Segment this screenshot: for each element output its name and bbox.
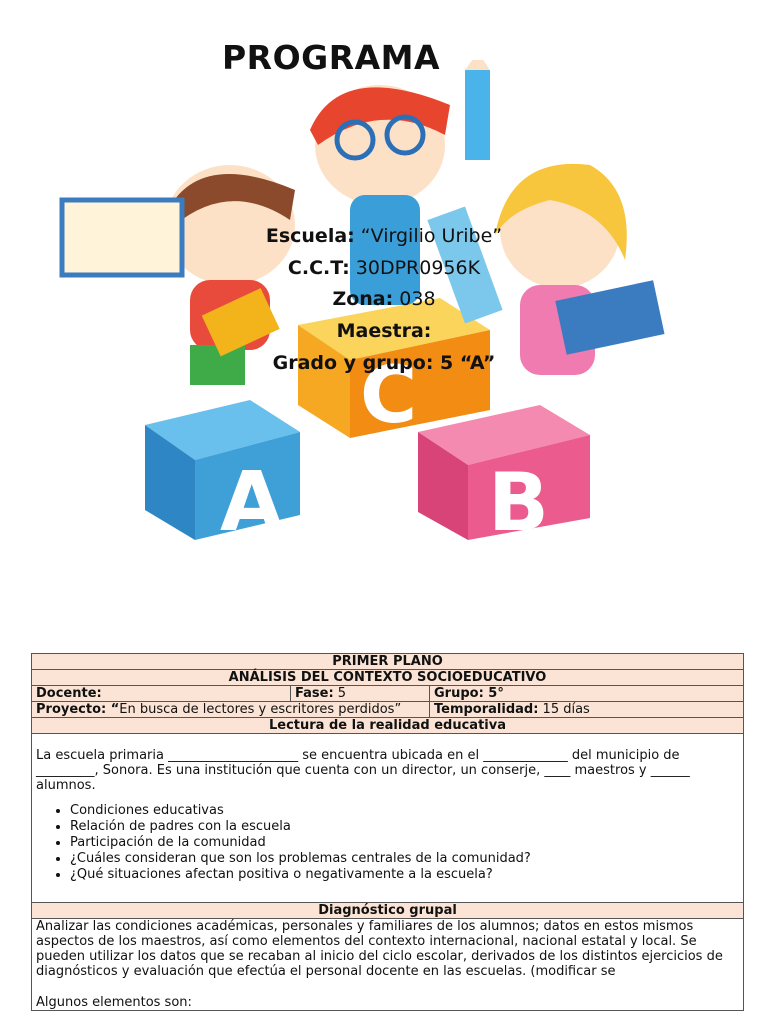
boy-middle [310,60,503,324]
fase-value: 5 [333,686,347,701]
grupo-cell [430,686,744,702]
proyecto-value: En busca de lectores y escritores perdidos” [119,702,402,717]
bullet-item: • Relación de padres con la escuela [70,819,739,835]
grado-label: Grado y grupo: 5 “A” [272,352,496,374]
temporalidad-cell [430,702,744,718]
lectura-paragraph: La escuela primaria ____________________ se encuentra ubicada en el _____________ del municipio de _________, Sonora. Es una institución que cuenta con un director, un conserje, ____ maestros y ______ alumnos. [36,748,690,793]
lectura-body [32,734,744,903]
bullet-item: • Condiciones educativas [70,803,739,819]
algunos-elementos-text: Algunos elementos son: [36,995,192,1010]
lectura-bullets [36,803,739,883]
proyecto-cell [32,702,430,718]
docente-cell [32,686,291,702]
zona-label: Zona: [332,288,394,310]
plan-header-2: ANÁLISIS DEL CONTEXTO SOCIOEDUCATIVO [32,670,744,686]
zona-line [0,288,768,310]
cct-label: C.C.T: [287,257,350,279]
school-line [0,225,768,247]
lectura-header: Lectura de la realidad educativa [32,718,744,734]
plan-header-1: PRIMER PLANO [32,654,744,670]
fase-label: Fase: [295,686,334,701]
maestra-label: Maestra: [336,320,432,342]
cct-line [0,257,768,279]
plan-table [31,653,744,1011]
block-a [145,400,300,550]
block-b-letter: B [488,456,549,549]
bullet-item: • ¿Qué situaciones afectan positiva o negativamente a la escuela? [70,867,739,883]
block-c-letter: C [360,351,418,441]
block-a-letter: A [220,455,284,550]
grado-line [0,352,768,374]
zona-value: 038 [393,288,436,310]
fase-cell [291,686,430,702]
kids-abc-illustration [50,60,710,560]
lectura-header-row [32,718,744,734]
diagnostico-body [32,919,744,1011]
cct-value: 30DPR0956K [349,257,481,279]
diagnostico-body-row [32,919,744,1011]
diagnostico-header: Diagnóstico grupal [32,903,744,919]
temporalidad-value: 15 días [538,702,590,717]
block-b [418,405,590,549]
docente-row [32,686,744,702]
bullet-item: • Participación de la comunidad [70,835,739,851]
maestra-line [0,320,768,342]
proyecto-label: Proyecto: “ [36,702,120,717]
proyecto-row [32,702,744,718]
grupo-label: Grupo: 5° [434,686,504,701]
docente-label: Docente: [36,686,102,701]
temporalidad-label: Temporalidad: [434,702,539,717]
diagnostico-header-row [32,903,744,919]
plan-header-row-1 [32,654,744,670]
plan-header-row-2 [32,670,744,686]
bullet-item: • ¿Cuáles consideran que son los problemas centrales de la comunidad? [70,851,739,867]
diagnostico-paragraph: Analizar las condiciones académicas, personales y familiares de los alumnos; datos en estos mismos aspectos de los maestros, así como elementos del contexto internacional, nacional estatal y local. Se pueden utilizar los datos que se recaban al inicio del ciclo escolar, derivados de los distintos ejercicios de diagnósticos y evaluación que efectúa el personal docente en las escuelas. (modificar se [36,919,723,979]
lectura-body-row [32,734,744,903]
school-value: “Virgilio Uribe” [354,225,503,247]
cover-title: PROGRAMA [222,38,441,77]
school-label: Escuela: [265,225,355,247]
